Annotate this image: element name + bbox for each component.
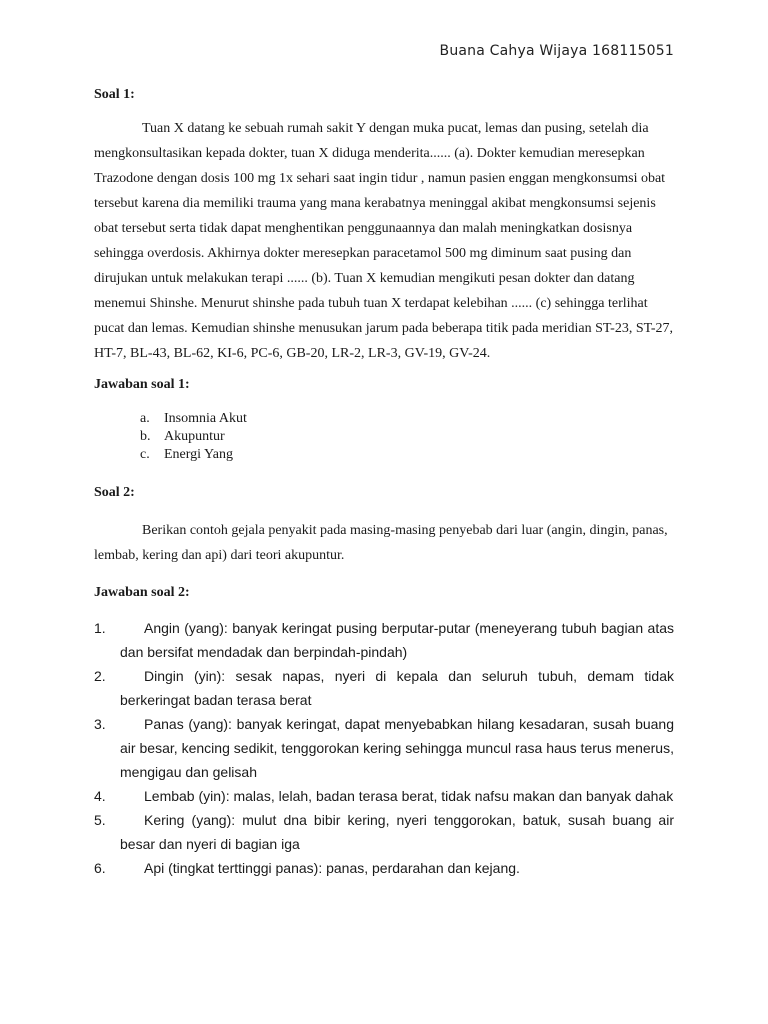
list-item-text: Kering (yang): mulut dna bibir kering, nyeri tenggorokan, batuk, susah buang air besar dan nyeri di bagian iga [120,812,674,852]
list-number: 4. [94,788,106,804]
list-item-text: Api (tingkat terttinggi panas): panas, perdarahan dan kejang. [144,860,520,876]
list-item-text: Angin (yang): banyak keringat pusing berputar-putar (meneyerang tubuh bagian atas dan bersifat mendadak dan berpindah-pindah) [120,620,674,660]
list-item-text: Panas (yang): banyak keringat, dapat menyebabkan hilang kesadaran, susah buang air besar, kencing sedikit, tenggorokan kering sehingga muncul rasa haus terus menerus, mengigau dan gelisah [120,716,674,780]
list-marker: b. [140,429,151,444]
list-item [94,446,674,464]
list-number: 1. [94,620,106,636]
list-item [94,712,674,784]
list-item-text: Lembab (yin): malas, lelah, badan terasa berat, tidak nafsu makan dan banyak dahak [144,788,674,804]
list-marker: a. [140,411,150,426]
list-item [94,410,674,428]
list-item [94,808,674,856]
list-item-text: Dingin (yin): sesak napas, nyeri di kepala dan seluruh tubuh, demam tidak berkeringat badan terasa berat [120,668,674,708]
list-item-text: Akupuntur [164,429,225,444]
soal-2-heading: Soal 2: [94,485,135,500]
list-number: 2. [94,668,106,684]
jawaban-1-heading: Jawaban soal 1: [94,377,190,392]
soal-2-text: Berikan contoh gejala penyakit pada masing-masing penyebab dari luar (angin, dingin, panas, lembab, kering dan api) dari teori akupuntur. [94,523,668,563]
list-item-text: Insomnia Akut [164,411,247,426]
jawaban-2-list [94,616,674,880]
list-item [94,784,674,808]
list-item [94,856,674,880]
soal-1-heading: Soal 1: [94,87,135,102]
list-number: 5. [94,812,106,828]
jawaban-2-heading: Jawaban soal 2: [94,585,190,600]
list-item [94,664,674,712]
list-item [94,616,674,664]
author-header: Buana Cahya Wijaya 168115051 [439,43,674,59]
list-number: 6. [94,860,106,876]
jawaban-1-list [94,410,674,464]
list-item-text: Energi Yang [164,447,233,462]
soal-1-text: Tuan X datang ke sebuah rumah sakit Y dengan muka pucat, lemas dan pusing, setelah dia mengkonsultasikan kepada dokter, tuan X diduga menderita...... (a). Dokter kemudian meresepkan Trazodone dengan dosis 100 mg 1x sehari saat ingin tidur , namun pasien enggan mengkonsumsi obat tersebut karena dia memiliki trauma yang mana kerabatnya meninggal akibat mengkonsumsi sejenis obat tersebut serta tidak dapat menghentikan penggunaannya dan malah meningkatkan dosisnya sehingga overdosis. Akhirnya dokter meresepkan paracetamol 500 mg diminum saat pusing dan dirujukan untuk melakukan terapi ...... (b). Tuan X kemudian mengikuti pesan dokter dan datang menemui Shinshe. Menurut shinshe pada tubuh tuan X terdapat kelebihan ...... (c) sehingga terlihat pucat dan lemas. Kemudian shinshe menusukan jarum pada beberapa titik pada meridian ST-23, ST-27, HT-7, BL-43, BL-62, KI-6, PC-6, GB-20, LR-2, LR-3, GV-19, GV-24. [94,121,674,361]
list-item [94,428,674,446]
list-number: 3. [94,716,106,732]
list-marker: c. [140,447,150,462]
document-body [94,86,674,880]
